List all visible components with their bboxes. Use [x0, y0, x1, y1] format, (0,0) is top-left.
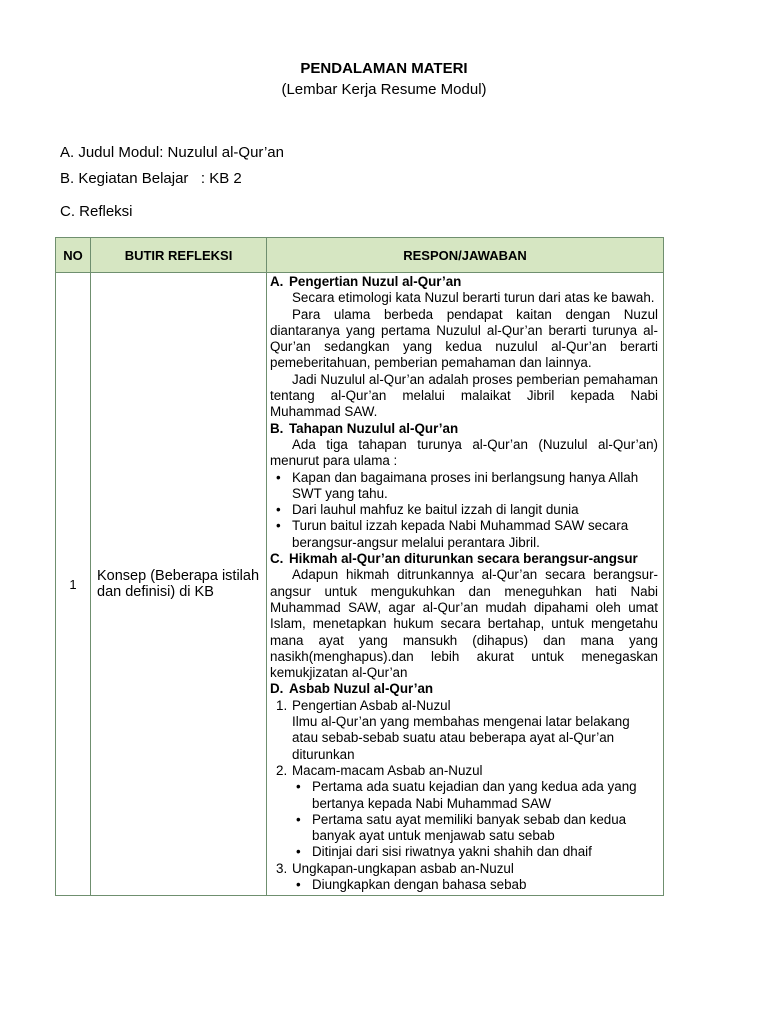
section-d-heading: D. Asbab Nuzul al-Qur’an	[270, 681, 434, 697]
section-b-paragraph: Ada tiga tahapan turunya al-Qur’an (Nuzulul al-Qur’an) menurut para ulama :	[270, 436, 658, 469]
section-d-list	[270, 698, 658, 894]
list-item: • Pertama ada suatu kejadian dan yang kedua ada yang bertanya kepada Nabi Muhammad SAW	[312, 779, 658, 812]
header-butir-refleksi: BUTIR REFLEKSI	[91, 238, 267, 273]
reflection-table	[55, 237, 664, 896]
list-item: 1. Pengertian Asbab al-Nuzul Ilmu al-Qur’an yang membahas mengenai latar belakang atau sebab-sebab suatu atau beberapa ayat al-Qur’an diturunkan	[292, 698, 658, 763]
module-title-line: A. Judul Modul: Nuzulul al-Qur’an	[60, 144, 284, 161]
table-row	[56, 273, 664, 896]
section-b-heading: B. Tahapan Nuzulul al-Qur’an	[270, 420, 459, 436]
section-a-paragraph-3: Jadi Nuzulul al-Qur’an adalah proses pemberian pemahaman tentang al-Qur’an melalui malaikat Jibril kepada Nabi Muhammad SAW.	[270, 371, 658, 420]
section-b-list	[270, 470, 658, 551]
sub-list	[292, 779, 658, 860]
item-label: Pengertian Asbab al-Nuzul	[292, 697, 451, 713]
item-label: Macam-macam Asbab an-Nuzul	[292, 762, 483, 778]
section-a-paragraph-1: Secara etimologi kata Nuzul berarti turun dari atas ke bawah.	[292, 290, 655, 306]
table-header-row	[56, 238, 664, 273]
row-number: 1	[56, 273, 91, 896]
list-item: • Kapan dan bagaimana proses ini berlangsung hanya Allah SWT yang tahu.	[292, 470, 658, 503]
list-item: • Ditinjai dari sisi riwatnya yakni shahih dan dhaif	[312, 844, 658, 860]
page-title: PENDALAMAN MATERI	[300, 60, 468, 77]
item-label: Ungkapan-ungkapan asbab an-Nuzul	[292, 860, 514, 876]
header-no: NO	[56, 238, 91, 273]
list-item: • Dari lauhul mahfuz ke baitul izzah di langit dunia	[292, 502, 658, 518]
list-item: 2. Macam-macam Asbab an-Nuzul • Pertama ada suatu kejadian dan yang kedua ada yang bertanya kepada Nabi Muhammad SAW • Pertama satu ayat memiliki banyak sebab dan kedua banyak ayat untuk menjawab satu sebab • Ditinjai dari sisi riwatnya yakni shahih dan dhaif	[292, 763, 658, 861]
item-text: Ilmu al-Qur’an yang membahas mengenai latar belakang atau sebab-sebab suatu atau beberapa ayat al-Qur’an diturunkan	[292, 714, 630, 762]
row-response	[267, 273, 664, 896]
list-item: 3. Ungkapan-ungkapan asbab an-Nuzul • Diungkapkan dengan bahasa sebab	[292, 861, 658, 894]
list-item: • Turun baitul izzah kepada Nabi Muhammad SAW secara berangsur-angsur melalui perantara Jibril.	[292, 518, 658, 551]
list-item: • Pertama satu ayat memiliki banyak sebab dan kedua banyak ayat untuk menjawab satu sebab	[312, 812, 658, 845]
list-item: • Diungkapkan dengan bahasa sebab	[312, 877, 658, 893]
sub-list	[292, 877, 658, 893]
page-subtitle: (Lembar Kerja Resume Modul)	[281, 81, 487, 98]
section-a-heading: A. Pengertian Nuzul al-Qur’an	[270, 274, 462, 289]
reflection-heading: C. Refleksi	[60, 203, 133, 220]
learning-activity-line: B. Kegiatan Belajar : KB 2	[60, 170, 242, 187]
section-c-heading: C. Hikmah al-Qur’an diturunkan secara berangsur-angsur	[270, 551, 638, 567]
row-butir-refleksi: Konsep (Beberapa istilah dan definisi) di KB	[91, 273, 267, 896]
header-respon-jawaban: RESPON/JAWABAN	[267, 238, 664, 273]
section-a-paragraph-2: Para ulama berbeda pendapat kaitan dengan Nuzul diantaranya yang pertama Nuzulul al-Qur’an berarti turunya al-Qur’an sedangkan yang kedua nuzulul al-Qur’an berarti pemeberitahuan, pemberian pemahaman dan lainnya.	[270, 306, 658, 371]
section-c-paragraph: Adapun hikmah ditrunkannya al-Qur’an secara berangsur-angsur untuk mengukuhkan dan meneguhkan hati Nabi Muhammad SAW, agar al-Qur’an mudah dipahami oleh umat Islam, menetapkan hukum secara bertahap, untuk mengetahu mana ayat yang mansukh (dihapus) dan mana yang nasikh(menghapus).dan lebih akurat untuk menegaskan kemukjizatan al-Qur’an	[270, 567, 658, 681]
